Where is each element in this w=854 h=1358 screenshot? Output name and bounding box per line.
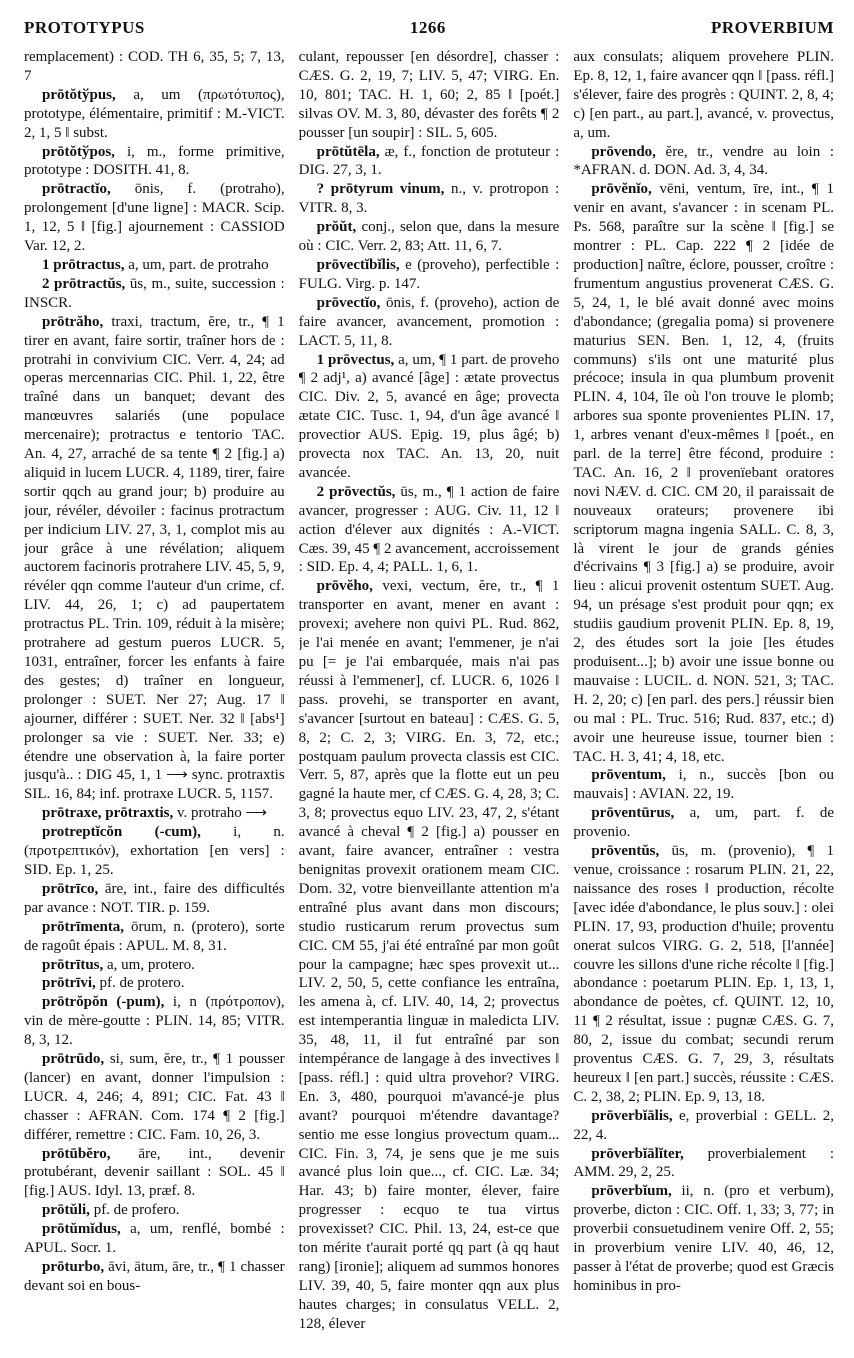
entry-body: æ, f., fonction de protuteur : DIG. 27, 3, 1. — [298, 143, 560, 179]
entry-headword: prōventŭs, — [591, 843, 660, 860]
header-left-guideword: PROTOTYPUS — [24, 18, 145, 37]
entry-body: ōrum, n. (protero), sorte de ragoût épais : APUL. M. 8, 31. — [24, 918, 285, 954]
entry-headword: ? prōtyrum vinum, — [316, 181, 445, 198]
dictionary-entry — [299, 577, 560, 1333]
entry-body: ĕre, tr., vendre au loin : *AFRAN. d. DON. Ad. 3, 4, 34. — [573, 143, 835, 179]
entry-body: e, proverbial : GELL. 2, 22, 4. — [573, 1107, 835, 1143]
dictionary-entry — [24, 823, 285, 880]
column-3 — [573, 48, 834, 1356]
entry-body: aux consulats; aliquem provehere PLIN. Ep. 8, 12, 1, faire avancer qqn ‖ [pass. réfl.] s'élever, faire des progrès : QUINT. 2, 8, 4; c) [en part., au part.], avancé, v. provectus, a, um. — [573, 49, 835, 141]
dictionary-entry — [24, 1220, 285, 1258]
entry-body: pf. de protero. — [95, 975, 185, 992]
dictionary-entry — [573, 842, 834, 1107]
dictionary-entry — [299, 256, 560, 294]
dictionary-entry — [24, 804, 285, 823]
entry-body: ōnis, f. (proveho), action de faire avancer, avancement, promotion : LACT. 5, 11, 8. — [298, 294, 560, 349]
entry-body: i, n (πρότροπον), vin de mère-goutte : PLIN. 14, 85; VITR. 8, 3, 12. — [24, 994, 285, 1049]
entry-headword: prōtraxe, prōtraxtis, — [42, 805, 174, 822]
entry-headword: 2 prōtractŭs, — [42, 275, 126, 292]
dictionary-entry — [24, 918, 285, 956]
entry-headword: prōverbĭum, — [591, 1183, 672, 1200]
dictionary-entry — [24, 956, 285, 975]
entry-headword: prōverbĭālĭter, — [591, 1145, 684, 1162]
dictionary-entry — [573, 804, 834, 842]
dictionary-entry — [573, 766, 834, 804]
entry-body: proverbialement : AMM. 29, 2, 25. — [573, 1145, 835, 1181]
entry-body: e (proveho), perfectible : FULG. Virg. p. 147. — [298, 256, 560, 292]
entry-headword: prōtrīco, — [42, 880, 99, 897]
entry-headword: prōvendo, — [591, 143, 656, 160]
entry-body: v. protraho ⟶ — [173, 805, 268, 822]
entry-headword: 1 prōtractus, — [42, 256, 125, 273]
entry-body: a, um, part. f. de provenio. — [573, 805, 835, 841]
entry-body: n., v. protropon : VITR. 8, 3. — [298, 181, 560, 217]
dictionary-entry — [24, 180, 285, 256]
column-1 — [24, 48, 285, 1356]
dictionary-entry — [573, 180, 834, 766]
dictionary-entry — [573, 48, 834, 143]
entry-headword: 2 prōvectŭs, — [316, 483, 396, 500]
entry-body: a, um, protero. — [103, 956, 195, 973]
dictionary-entry — [24, 974, 285, 993]
text-columns — [24, 48, 834, 1356]
dictionary-entry — [24, 1258, 285, 1296]
dictionary-entry — [24, 880, 285, 918]
entry-headword: prōtrăho, — [42, 313, 104, 330]
dictionary-entry — [299, 218, 560, 256]
entry-body: i, n. (προτρεπτικόν), exhortation [en vers] : SID. Ep. 1, 25. — [24, 824, 285, 878]
entry-body: pf. de profero. — [89, 1202, 180, 1219]
entry-headword: prōverbĭālis, — [591, 1107, 673, 1124]
entry-body: i, m., forme primitive, prototype : DOSITH. 41, 8. — [24, 143, 285, 179]
entry-headword: 1 prōvectus, — [316, 351, 395, 368]
entry-headword: prōtrīvi, — [42, 975, 96, 992]
entry-headword: prōtrītus, — [42, 956, 104, 973]
dictionary-entry — [24, 143, 285, 181]
entry-headword: protreptĭcŏn (-cum), — [42, 824, 201, 841]
dictionary-entry — [24, 256, 285, 275]
entry-headword: prōtūbĕro, — [42, 1145, 111, 1162]
entry-headword: prōvĕnĭo, — [591, 181, 652, 198]
dictionary-entry — [24, 313, 285, 805]
dictionary-entry — [573, 143, 834, 181]
dictionary-entry — [299, 294, 560, 351]
entry-body: a, um, renflé, bombé : APUL. Socr. 1. — [24, 1221, 285, 1257]
entry-body: a, um (πρωτότυπος), prototype, élémentaire, primitif : M.-VICT. 2, 1, 5 ‖ subst. — [24, 86, 285, 141]
entry-headword: prōventūrus, — [591, 805, 675, 822]
dictionary-entry — [299, 180, 560, 218]
entry-headword: prōvectĭbĭlis, — [316, 256, 400, 273]
dictionary-entry — [573, 1145, 834, 1183]
column-2 — [299, 48, 560, 1356]
dictionary-entry — [299, 351, 560, 483]
dictionary-entry — [24, 993, 285, 1050]
entry-body: remplacement) : COD. TH 6, 35, 5; 7, 13, 7 — [24, 49, 285, 84]
entry-body: ii, n. (pro et verbum), proverbe, dicton : CIC. Off. 1, 33; 3, 77; in proverbii consuetudinem venire Off. 2, 55; in proverbium venire LIV. 40, 46, 12, passer à l'état de proverbe; quod est Græcis hominibus in pro- — [573, 1183, 835, 1294]
entry-body: culant, repousser [en désordre], chasser : CÆS. G. 2, 19, 7; LIV. 5, 47; VIRG. En. 10, 801; TAC. H. 1, 60; 2, 85 ‖ [poét.] silvas OV. M. 3, 80, dévaster des forêts ¶ 2 pousser [un soupir] : SIL. 5, 605. — [298, 49, 560, 141]
entry-body: ōnis, f. (protraho), prolongement [d'une ligne] : MACR. Scip. 1, 12, 5 ‖ [fig.] ajournement : CASSIOD Var. 12, 2. — [24, 181, 285, 255]
running-header — [24, 18, 834, 44]
entry-headword: prōtrīmenta, — [42, 918, 125, 935]
dictionary-entry — [24, 48, 285, 86]
entry-headword: prōtŏtўpus, — [42, 86, 116, 103]
entry-headword: prōtŭmĭdus, — [42, 1221, 121, 1238]
dictionary-entry — [24, 275, 285, 313]
dictionary-entry — [299, 483, 560, 578]
dictionary-entry — [573, 1182, 834, 1295]
entry-headword: prōtŭli, — [42, 1202, 90, 1219]
entry-body: ūs, m., suite, succession : INSCR. — [24, 275, 285, 311]
entry-headword: prōtractĭo, — [42, 181, 111, 198]
entry-body: ūs, m. (provenio), ¶ 1 venue, croissance : rosarum PLIN. 21, 22, naissance des roses ‖ production, récolte [avec idée d'abondance, le plus souv.] : olei PLIN. 17, 93, production d'huile; proventu onerat sulcos VIRG. G. 2, 518, [l'année] couvre les sillons d'une riche récolte ‖ [fig.] abondance : poetarum PLIN. Ep. 1, 13, 1, abondance de poètes, cf. QUINT. 12, 10, 11 ¶ 2 résultat, issue : pugnæ CÆS. G. 7, 80, 2, issue du combat; secundi rerum proventus CÆS. G. 7, 29, 3, résultats heureux ‖ [en part.] succès, réussite : CÆS. C. 2, 38, 2; PLIN. Ep. 9, 13, 18. — [573, 843, 835, 1105]
dictionary-entry — [299, 143, 560, 181]
entry-headword: prōvĕho, — [316, 578, 373, 595]
entry-headword: prōventum, — [591, 767, 666, 784]
dictionary-entry — [24, 1201, 285, 1220]
dictionary-entry — [24, 1050, 285, 1145]
entry-body: a, um, ¶ 1 part. de proveho ¶ 2 adj¹, a) avancé [âge] : ætate provectus CIC. Div. 2, 5, avancé en âge; provecta ætate CIC. Tusc. 1, 94, d'un âge avancé ‖ provectior AUS. Epig. 19, plus âgé; b) provecta nox TAC. An. 13, 20, nuit avancée. — [298, 351, 560, 481]
entry-headword: prōtrūdo, — [42, 1051, 105, 1068]
entry-body: ūs, m., ¶ 1 action de faire avancer, progresser : AUG. Civ. 11, 12 ‖ action d'élever aux dignités : A.-VICT. Cæs. 39, 45 ¶ 2 avancement, accroissement : SID. Ep. 4, 4; PALL. 1, 6, 1. — [298, 483, 560, 576]
entry-headword: prŏŭt, — [316, 219, 357, 236]
entry-headword: prōtŭtēla, — [316, 143, 380, 160]
page-number: 1266 — [409, 18, 446, 37]
dictionary-entry — [24, 1145, 285, 1202]
entry-body: vēni, ventum, īre, int., ¶ 1 venir en avant, s'avancer : in scenam PL. Ps. 568, paraître sur la scène ‖ [fig.] se montrer : PL. Cap. 222 ¶ 2 [idée de production] naître, éclore, pousser, croître : frumentum angustius provenerat CÆS. G. 5, 24, 1, le blé avait donné avec moins d'abondance; (gregalia poma) si provenere maturius SEN. Ben. 1, 12, 4, (fruits communs) s'ils ont une maturité plus précoce; insula in qua plumbum provenit PLIN. 4, 104, île où l'on trouve le plomb; arbores sua sponte provenientes PLIN. 17, 1, arbres venant d'eux-mêmes ‖ [poét., en parl. de la terre] être fécond, produire : TAC. An. 16, 2 ‖ provenïebant oratores novi NÆV. d. CIC. CM 20, il paraissait de nouveaux orateurs; provenere ibi scriptorum magna ingenia SALL. C. 8, 3, là virent le jour de grands génies d'écrivains ¶ 3 [fig.] a) se produire, avoir lieu : alicui provenit ostentum SUET. Aug. 94, un présage s'est produit pour qqn; ex studiis gaudium provenit PLIN. Ep. 8, 19, 2, des études sort la joie [les études produisent...]; b) avoir une issue bonne ou mauvaise : LUCIL. d. NON. 521, 3; TAC. H. 2, 20; c) [en parl. des pers.] réussir bien ou mal : PL. Truc. 516; Rud. 837, etc.; d) avoir une heureuse issue, tourner bien : TAC. H. 3, 41; 4, 18, etc. — [573, 181, 835, 765]
entry-body: traxi, tractum, ĕre, tr., ¶ 1 tirer en avant, faire sortir, traîner hors de : protrahi in convivium CIC. Verr. 4, 24; ad operas mercennarias CIC. Phil. 1, 22, être traîné dans un banquet; devant des manœuvres salariés (une populace mercenaire); protractus e tentorio TAC. An. 4, 27, arraché de sa tente ¶ 2 [fig.] a) aliquid in lucem LUCR. 4, 1189, tirer, faire sortir qqch au grand jour; b) produire au jour, révéler, dévoiler : facinus protractum per indicium LIV. 27, 3, 1, complot mis au jour grâce à une révélation; aliquem auctorem facinoris protrahere LIV. 45, 5, 9, révéler qqn comme l'auteur d'un crime, cf. LIV. 44, 26, 1; c) ad paupertatem protractus PL. Trin. 109, réduit à la misère; protrahere ad gestum pueros LUCR. 5, 1031, entraîner, forcer les enfants à faire des gestes; d) traîner en longueur, prolonger : SUET. Ner 27; Aug. 17 ‖ ajourner, différer : SUET. Ner. 32 ‖ [abs¹] prolonger sa vie : SUET. Ner. 33; e) étendre une observation à, la faire porter jusqu'à.. : DIG 45, 1, 1 ⟶ sync. protraxtis SIL. 16, 84; inf. protraxe LUCR. 5, 1157. — [24, 313, 285, 803]
entry-body: āre, int., devenir protubérant, devenir saillant : SOL. 45 ‖ [fig.] AUS. Idyl. 13, præf. 8. — [24, 1145, 285, 1200]
entry-body: āvi, ātum, āre, tr., ¶ 1 chasser devant soi en bous- — [24, 1259, 285, 1294]
dictionary-entry — [24, 86, 285, 143]
dictionary-entry — [299, 48, 560, 143]
entry-headword: prōvectĭo, — [316, 294, 381, 311]
entry-body: a, um, part. de protraho — [124, 256, 269, 273]
dictionary-entry — [573, 1107, 834, 1145]
entry-headword: prōtŏtўpos, — [42, 143, 115, 160]
header-right-guideword: PROVERBIUM — [710, 18, 834, 37]
entry-body: vexi, vectum, ĕre, tr., ¶ 1 transporter en avant, mener en avant : provexi; avehere non quivi PL. Rud. 862, je l'ai menée en avant; l'emmener, je n'ai pu [= je l'ai embarquée, mais n'ai pas réussi à l'emmener], cf. LUCR. 6, 1026 ‖ pass. provehi, se transporter en avant, s'avancer [surtout en bateau] : CÆS. G. 5, 8, 2; C. 2, 3; VIRG. En. 3, 72, etc.; postquam paulum provecta classis est CIC. Verr. 5, 87, après que la flotte eut un peu gagné la haute mer, cf CÆS. G. 4, 28, 3; C. 3, 8; provectus equo LIV. 23, 47, 2, s'étant avancé à cheval ¶ 2 [fig.] a) pousser en avant, faire avancer, entraîner : vestra benignitas provexit orationem meam CIC. Dom. 32, votre bienveillante attention m'a entraîné plus avant dans mon discours; studio rusticarum rerum provectus sum CIC. CM 55, j'ai été entraîné par mon goût pour la campagne; hæc spes provexit ut... LIV. 2, 50, 5, cette confiance les entraîna, les amena à, cf. LIV. 40, 14, 2; provectus est intemperantia linguæ in maledicta LIV. 35, 48, 11, il fut entraîné par son intempérance de langage à des invectives ‖ [pass. réfl.] : quid ultra provehor? VIRG. En. 3, 480, pourquoi m'avancé-je plus avant? pourquoi m'étendre davantage? sentio me esse longius provectum quam... CIC. Fin. 3, 74, je sens que je me suis avancé plus loin que..., cf. CIC. Læ. 34; Har. 43; b) faire monter, élever, faire progresser : ecquo te tua virtus provexisset? CIC. Phil. 13, 24, est-ce que ton mérite t'aurait porté qq part (à qq haut rang) [ironie]; aliquem ad summos honores LIV. 39, 40, 5, faire monter qqn aux plus hautes charges; in consulatus VELL. 2, 128, élever — [298, 578, 560, 1332]
entry-body: si, sum, ĕre, tr., ¶ 1 pousser (lancer) en avant, donner l'impulsion : LUCR. 4, 246; 4, 891; CIC. Fat. 43 ‖ chasser : AFRAN. Com. 174 ¶ 2 [fig.] différer, remettre : CIC. Fam. 10, 26, 3. — [24, 1051, 285, 1143]
entry-headword: prōtrŏpŏn (-pum), — [42, 994, 165, 1011]
entry-body: conj., selon que, dans la mesure où : CIC. Verr. 2, 83; Att. 11, 6, 7. — [298, 219, 560, 255]
entry-body: i, n., succès [bon ou mauvais] : AVIAN. 22, 19. — [573, 767, 835, 803]
entry-headword: prōturbo, — [42, 1259, 105, 1275]
entry-body: āre, int., faire des difficultés par avance : NOT. TIR. p. 159. — [24, 880, 285, 916]
